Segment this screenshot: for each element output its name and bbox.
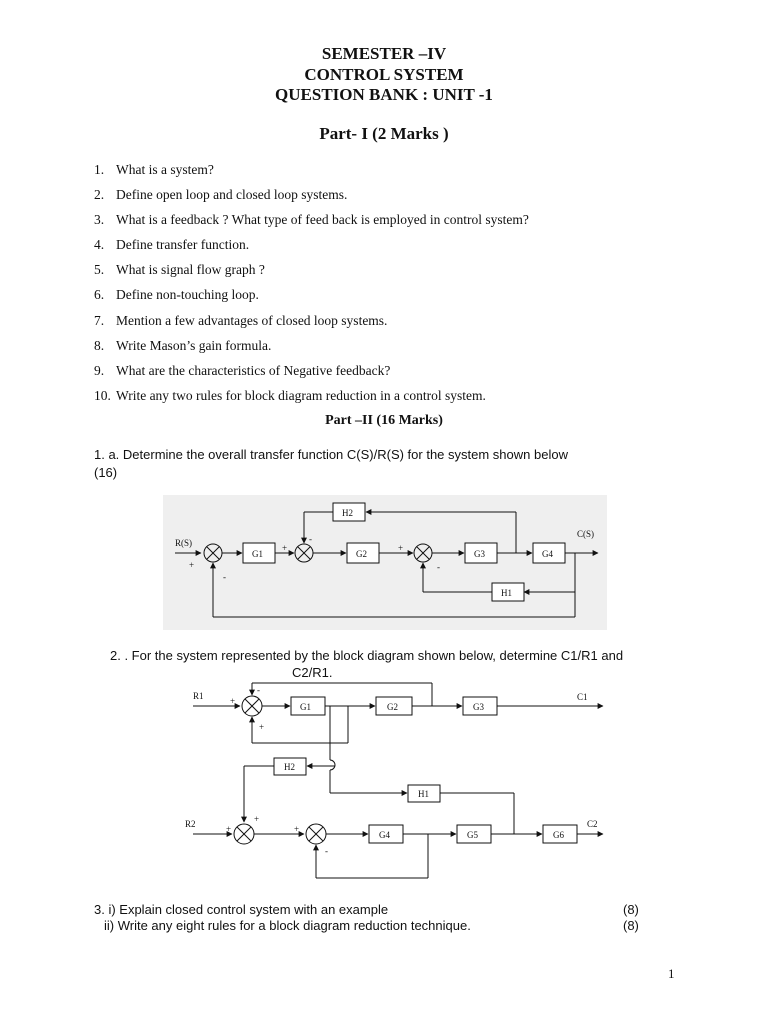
- diagram-1-input-label: R(S): [175, 538, 193, 548]
- svg-text:-: -: [223, 572, 226, 582]
- question-10: 10. Write any two rules for block diagram reduction in a control system.: [94, 388, 486, 403]
- header-unit: QUESTION BANK : UNIT -1: [275, 85, 493, 104]
- diagram-2-input-r1: R1: [193, 691, 204, 701]
- block-g2: G2: [356, 549, 367, 559]
- diagram-2-output-c1: C1: [577, 692, 588, 702]
- header-semester: SEMESTER –IV: [321, 44, 447, 63]
- block-g6: G6: [553, 830, 564, 840]
- question-7: 7. Mention a few advantages of closed loop systems.: [94, 313, 388, 328]
- header-subject: CONTROL SYSTEM: [304, 65, 464, 84]
- question-5: 5. What is signal flow graph ?: [94, 262, 265, 277]
- svg-text:-: -: [325, 846, 328, 856]
- part2-q1-marks: (16): [94, 465, 118, 480]
- diagram-2-input-r2: R2: [185, 819, 196, 829]
- block-g3: G3: [474, 549, 485, 559]
- part2-q3-i-marks: (8): [623, 902, 639, 917]
- part2-q3-ii-text: ii) Write any eight rules for a block diagram reduction technique.: [104, 918, 471, 933]
- svg-text:+: +: [230, 696, 236, 706]
- part2-q2-text: 2. . For the system represented by the block diagram shown below, determine C1/R1 and: [110, 648, 624, 663]
- part2-q2-text-cont: C2/R1.: [292, 665, 333, 680]
- block-diagram-1: [163, 495, 607, 630]
- part2-title: Part –II (16 Marks): [325, 413, 443, 428]
- question-2: 2. Define open loop and closed loop systems.: [94, 187, 348, 202]
- block-g1: G1: [252, 549, 263, 559]
- svg-text:+: +: [189, 560, 195, 570]
- svg-text:+: +: [226, 824, 232, 834]
- question-1: 1. What is a system?: [94, 162, 214, 177]
- svg-text:-: -: [309, 534, 312, 544]
- part1-title: Part- I (2 Marks ): [319, 124, 449, 143]
- svg-text:+: +: [259, 722, 265, 732]
- page-number: 1: [668, 966, 675, 981]
- diagram-1-output-label: C(S): [577, 529, 595, 539]
- question-9: 9. What are the characteristics of Negative feedback?: [94, 363, 391, 378]
- part2-q3-i-text: 3. i) Explain closed control system with an example: [94, 902, 389, 917]
- block-g5: G5: [467, 830, 478, 840]
- svg-text:+: +: [282, 543, 288, 553]
- svg-text:-: -: [257, 685, 260, 695]
- diagram-2-output-c2: C2: [587, 819, 598, 829]
- question-4: 4. Define transfer function.: [94, 237, 250, 252]
- block-h2: H2: [284, 762, 295, 772]
- block-g4: G4: [542, 549, 553, 559]
- block-g1: G1: [300, 702, 311, 712]
- svg-text:-: -: [437, 562, 440, 572]
- block-g4: G4: [379, 830, 390, 840]
- block-g3: G3: [473, 702, 484, 712]
- svg-text:+: +: [294, 824, 300, 834]
- question-3: 3. What is a feedback ? What type of feed back is employed in control system?: [94, 212, 529, 227]
- block-h1: H1: [418, 789, 429, 799]
- question-6: 6. Define non-touching loop.: [94, 287, 259, 302]
- part2-q1-text: 1. a. Determine the overall transfer function C(S)/R(S) for the system shown below: [94, 447, 568, 462]
- block-h2: H2: [342, 508, 353, 518]
- block-diagram-2: [180, 678, 610, 888]
- svg-text:+: +: [398, 543, 404, 553]
- svg-text:+: +: [254, 814, 260, 824]
- block-h1: H1: [501, 588, 512, 598]
- part2-q3-ii-marks: (8): [623, 918, 639, 933]
- block-g2: G2: [387, 702, 398, 712]
- question-8: 8. Write Mason’s gain formula.: [94, 338, 272, 353]
